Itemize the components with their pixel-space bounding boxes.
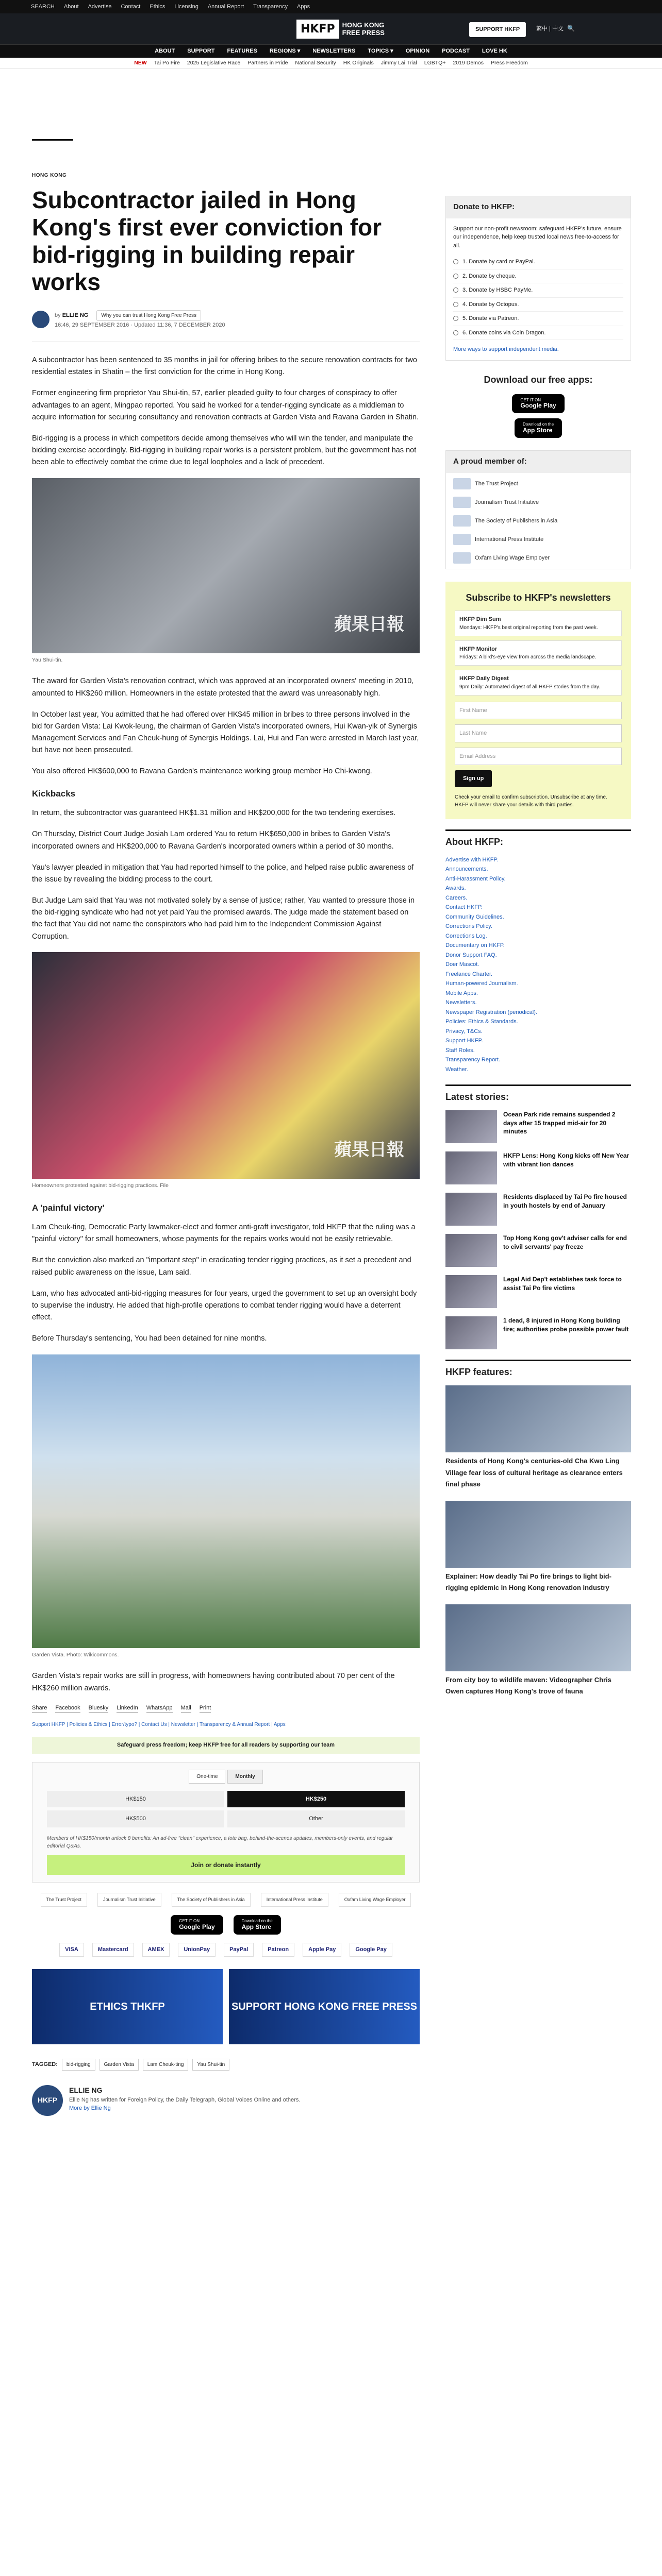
site-logo[interactable] <box>296 20 389 39</box>
radio-icon[interactable] <box>453 330 458 335</box>
ethics-banner[interactable]: ETHICS THKFP <box>32 1969 223 2044</box>
logo-icon <box>453 534 471 545</box>
paragraph: But Judge Lam said that Yau was not motivated solely by a sense of justice; rather, Yau wanted to pressure those in the bid-rigging syndicate who had not yet paid Yau the promised awards. The judge made the statement based on the fact that Yau did not name the conspirators who had paid him to the Independent Commission Against Corruption. <box>32 896 415 941</box>
feature-item[interactable] <box>445 1385 631 1490</box>
author-box <box>32 2085 420 2116</box>
donate-option[interactable] <box>453 269 623 284</box>
donate-option[interactable] <box>453 283 623 298</box>
paragraph: On Thursday, District Court Judge Josiah Lam ordered Yau to return HK$650,000 in bribes to Garden Vista's incorporated owners and HK$200,000 to Ravana Garden's incorporated owners within a period of 30 months. <box>32 830 394 851</box>
nav-item[interactable]: FEATURES <box>227 48 257 55</box>
paragraph: Lam Cheuk-ting, Democratic Party lawmaker-elect and former anti-graft investigator, told HKFP that the ruling was a "painful victory" for small homeowners, whose payments for the repairs works would not be easily retrievable. <box>32 1223 416 1244</box>
donation-note: Members of HK$150/month unlock 8 benefits: An ad-free "clean" experience, a tote bag, behind-the-scenes updates, members-only events, and regular editorial Q&As. <box>47 1835 393 1849</box>
logo-icon <box>453 552 471 564</box>
share-link[interactable]: WhatsApp <box>146 1704 173 1713</box>
ticker-link[interactable]: Jimmy Lai Trial <box>380 59 417 66</box>
author-bio: Ellie Ng has written for Foreign Policy, the Daily Telegraph, Global Voices Online and others. <box>69 2096 301 2103</box>
photo-watermark: 蘋果日報 <box>334 1139 404 1160</box>
by-label: by <box>55 312 61 318</box>
member-box <box>445 450 631 569</box>
tag-link[interactable]: Garden Vista <box>100 2059 139 2071</box>
member-name: Oxfam Living Wage Employer <box>475 554 550 561</box>
paragraph: Lam, who has advocated anti-bid-rigging measures for four years, urged the government to set up an oversight body to supervise the industry. He added that high-profile operations to combat tender rigging would have a deterrent effect. <box>32 1289 417 1322</box>
sidebar <box>445 103 631 1708</box>
about-link[interactable]: Announcements. <box>445 866 488 873</box>
protest-photo <box>32 952 420 1179</box>
support-banner[interactable]: SUPPORT HONG KONG FREE PRESS <box>229 1969 420 2044</box>
newsletter-note: Check your email to confirm subscription. Unsubscribe at any time. HKFP will never share your details with third parties. <box>455 794 607 808</box>
subheading: Kickbacks <box>32 788 76 799</box>
photo-caption: Yau Shui-tin. <box>32 656 63 663</box>
google-play-button[interactable]: GET IT ON Google Play <box>171 1915 223 1935</box>
app-store-button[interactable]: Download on the App Store <box>515 418 562 438</box>
donation-banner[interactable]: Safeguard press freedom; keep HKFP free for all readers by supporting our team <box>32 1737 420 1754</box>
paragraph: In return, the subcontractor was guaranteed HK$1.31 million and HK$200,000 for the two tendering exercises. <box>32 809 396 818</box>
nav-item[interactable]: SUPPORT <box>187 48 215 55</box>
signup-button[interactable]: Sign up <box>455 770 492 787</box>
payment-logo: AMEX <box>142 1943 170 1957</box>
util-link[interactable]: About <box>63 3 79 10</box>
amount-option[interactable]: Other <box>227 1810 405 1827</box>
more-ways-link[interactable]: More ways to support independent media. <box>453 346 559 352</box>
nav-item[interactable]: TOPICS ▾ <box>368 48 393 55</box>
brand-bar <box>0 13 662 44</box>
about-link[interactable]: Documentary on HKFP. <box>445 942 505 949</box>
payment-logo: VISA <box>59 1943 84 1957</box>
amount-option[interactable]: HK$150 <box>47 1791 224 1808</box>
util-link[interactable]: Ethics <box>150 3 166 10</box>
newsletter-box <box>445 582 631 819</box>
paragraph: Bid-rigging is a process in which competitors decide among themselves who will win the tender, and manipulate the bidding exercise accordingly. Bid-rigging in building repair works is a persistent problem, but the government has not been able to effectively combat the crime due to legal loopholes and a lack of precedent. <box>32 434 417 467</box>
join-button[interactable]: Join or donate instantly <box>47 1855 405 1875</box>
payment-logo: Apple Pay <box>303 1943 341 1957</box>
photo-caption: Homeowners protested against bid-rigging practices. File <box>32 1182 169 1189</box>
option-label: 2. Donate by cheque. <box>462 273 517 279</box>
member-name: The Society of Publishers in Asia <box>475 517 558 524</box>
feature-item[interactable] <box>445 1501 631 1594</box>
util-link[interactable]: Annual Report <box>207 3 244 10</box>
footer-links[interactable]: Support HKFP | Policies & Ethics | Error/typo? | Contact Us | Newsletter | Transparency & Annual Report | Apps <box>32 1722 286 1728</box>
story-item[interactable] <box>445 1110 631 1143</box>
donate-intro: Support our non-profit newsroom: safeguard HKFP's future, ensure our independence, help keep trusted local news free-to-access for all. <box>453 225 622 249</box>
paragraph: In October last year, You admitted that he had offered over HK$45 million in bribes to three persons involved in the bid for Garden Vista: Lai Kwok-leung, the chairman of Garden Vista's incorporated owners, Hui Kwan-yik of Synergis Management Services and Fan Cheuk-hung of Synergis Holdings. Lai, Hui and Fan were arrested in March last year, but have not been prosecuted. <box>32 710 419 755</box>
util-link[interactable]: Contact <box>121 3 141 10</box>
paragraph: But the conviction also marked an "important step" in eradicating tender rigging practices, as it set a precedent and raised public awareness on the issue, Lam said. <box>32 1256 411 1277</box>
story-title[interactable]: Legal Aid Dep't establishes task force to assist Tai Po fire victims <box>503 1276 622 1292</box>
newsletter-name: HKFP Daily Digest <box>459 675 509 682</box>
member-logo[interactable] <box>453 478 623 489</box>
member-logo[interactable] <box>453 515 623 527</box>
about-link[interactable]: Awards. <box>445 885 466 892</box>
util-link[interactable]: Licensing <box>174 3 198 10</box>
trust-button[interactable]: Why you can trust Hong Kong Free Press <box>96 310 201 321</box>
ticker-link[interactable]: National Security <box>295 59 336 66</box>
tab-monthly[interactable]: Monthly <box>227 1770 262 1784</box>
donate-box <box>445 196 631 361</box>
paragraph: The award for Garden Vista's renovation contract, which was approved at an incorporated owners' meeting in 2010, amounted to HK$260 million. Homeowners in the estate protested that the award was unreasonably high. <box>32 677 414 698</box>
donate-option[interactable] <box>453 326 623 341</box>
about-link[interactable]: Mobile Apps. <box>445 990 478 996</box>
share-label: Share <box>32 1704 47 1713</box>
ticker-link[interactable]: HK Originals <box>343 59 374 66</box>
feature-title[interactable]: Explainer: How deadly Tai Po fire brings to light bid-rigging epidemic in Hong Kong renovation industry <box>445 1572 611 1592</box>
option-label: 5. Donate via Patreon. <box>462 315 519 321</box>
nav-item[interactable]: PODCAST <box>442 48 470 55</box>
logo-icon <box>453 497 471 508</box>
amount-option[interactable]: HK$500 <box>47 1810 224 1827</box>
radio-icon[interactable] <box>453 259 458 264</box>
tab-one-time[interactable]: One-time <box>189 1770 225 1784</box>
about-link[interactable]: Anti-Harassment Policy. <box>445 875 506 882</box>
feature-title[interactable]: From city boy to wildlife maven: Videographer Chris Owen captures Hong Kong's trove of fauna <box>445 1675 611 1696</box>
nav-item[interactable]: LOVE HK <box>482 48 507 55</box>
section-label[interactable]: HONG KONG <box>32 139 73 179</box>
payment-logo: Patreon <box>262 1943 294 1957</box>
about-link[interactable]: Human-powered Journalism. <box>445 980 518 987</box>
tagged-label: TAGGED: <box>32 2061 58 2067</box>
member-logo[interactable]: International Press Institute <box>261 1893 328 1907</box>
photo-watermark: 蘋果日報 <box>334 614 404 635</box>
story-title[interactable]: Residents displaced by Tai Po fire housed in youth hostels by end of January <box>503 1193 627 1209</box>
story-thumbnail <box>445 1316 497 1349</box>
newsletter-option[interactable] <box>455 670 622 696</box>
newsletter-name: HKFP Monitor <box>459 646 498 652</box>
logo-box: HKFP <box>296 20 339 39</box>
language-switch[interactable]: 繁中 | 中文 <box>536 26 564 32</box>
author-link[interactable]: ELLIE NG <box>62 312 89 318</box>
option-label: 3. Donate by HSBC PayMe. <box>462 287 533 293</box>
donate-option[interactable] <box>453 298 623 312</box>
app-buttons <box>32 1915 420 1935</box>
about-link[interactable]: Corrections Log. <box>445 933 487 939</box>
more-by-link[interactable]: More by Ellie Ng <box>69 2105 111 2112</box>
main-nav <box>0 44 662 58</box>
apps-heading: Download our free apps: <box>484 374 593 385</box>
newsletter-desc: Fridays: A bird's-eye view from across the media landscape. <box>459 654 597 660</box>
utility-bar <box>0 0 662 13</box>
option-label: 6. Donate coins via Coin Dragon. <box>462 329 546 336</box>
paragraph: Yau's lawyer pleaded in mitigation that Yau had reported himself to the police, and helped raise public awareness of the issue by revealing the bidding process to the court. <box>32 863 414 884</box>
share-link[interactable]: Bluesky <box>89 1704 109 1713</box>
radio-icon[interactable] <box>453 287 458 293</box>
share-link[interactable]: Facebook <box>55 1704 80 1713</box>
member-heading: A proud member of: <box>446 451 631 473</box>
radio-icon[interactable] <box>453 302 458 307</box>
about-link[interactable]: Advertise with HKFP. <box>445 856 499 863</box>
member-logo[interactable]: Journalism Trust Initiative <box>97 1893 161 1907</box>
google-play-button[interactable]: GET IT ON Google Play <box>512 394 564 414</box>
donate-option[interactable] <box>453 255 623 269</box>
story-title[interactable]: Ocean Park ride remains suspended 2 days after 15 trapped mid-air for 20 minutes <box>503 1111 616 1135</box>
about-link[interactable]: Donor Support FAQ. <box>445 952 497 958</box>
story-title[interactable]: Top Hong Kong gov't adviser calls for end to civil servants' pay freeze <box>503 1234 627 1250</box>
feature-thumbnail <box>445 1604 631 1671</box>
feature-thumbnail <box>445 1501 631 1568</box>
nav-item[interactable]: ABOUT <box>155 48 175 55</box>
nav-item[interactable]: OPINION <box>405 48 430 55</box>
about-link[interactable]: Support HKFP. <box>445 1038 483 1044</box>
amount-option[interactable]: HK$250 <box>227 1791 405 1808</box>
member-name: International Press Institute <box>475 536 544 543</box>
ticker-link[interactable]: Tai Po Fire <box>154 59 180 66</box>
story-thumbnail <box>445 1151 497 1184</box>
donate-option[interactable] <box>453 312 623 326</box>
payment-logo: Mastercard <box>92 1943 134 1957</box>
about-link[interactable]: Newspaper Registration (periodical). <box>445 1009 537 1015</box>
share-link[interactable]: Mail <box>181 1704 191 1713</box>
features-heading: HKFP features: <box>445 1360 631 1379</box>
tag-link[interactable]: Lam Cheuk-ting <box>143 2059 189 2071</box>
support-button[interactable]: SUPPORT HKFP <box>469 22 526 37</box>
about-link[interactable]: Weather. <box>445 1066 468 1073</box>
share-bar <box>32 1704 420 1713</box>
util-link[interactable]: Apps <box>297 3 310 10</box>
story-item[interactable] <box>445 1234 631 1267</box>
newsletter-option[interactable] <box>455 611 622 636</box>
ticker-link[interactable]: LGBTQ+ <box>424 59 446 66</box>
member-name: The Trust Project <box>475 480 518 487</box>
member-logo[interactable] <box>453 497 623 508</box>
last-name-input[interactable]: Last Name <box>455 724 622 742</box>
newsletter-desc: 9pm Daily: Automated digest of all HKFP stories from the day. <box>459 684 601 690</box>
logo-icon <box>453 515 471 527</box>
ticker-link[interactable]: Partners in Pride <box>247 59 288 66</box>
newsletter-heading: Subscribe to HKFP's newsletters <box>466 592 611 603</box>
feature-title[interactable]: Residents of Hong Kong's centuries-old Cha Kwo Ling Village fear loss of cultural heritage as clearance enters final phase <box>445 1457 623 1488</box>
subheading: A 'painful victory' <box>32 1202 105 1213</box>
about-link[interactable]: Staff Roles. <box>445 1047 475 1054</box>
tag-list <box>32 2059 420 2071</box>
story-item[interactable] <box>445 1316 631 1349</box>
member-logo[interactable]: The Trust Project <box>41 1893 88 1907</box>
radio-icon[interactable] <box>453 316 458 321</box>
about-link[interactable]: Transparency Report. <box>445 1057 500 1063</box>
first-name-input[interactable]: First Name <box>455 702 622 720</box>
util-link[interactable]: Advertise <box>88 3 112 10</box>
ticker-link[interactable]: 2025 Legislative Race <box>187 59 241 66</box>
story-item[interactable] <box>445 1275 631 1308</box>
byline <box>32 310 420 330</box>
author-avatar: HKFP <box>32 2085 63 2116</box>
about-link[interactable]: Community Guidelines. <box>445 913 504 920</box>
article <box>32 103 420 2116</box>
donate-heading: Donate to HKFP: <box>446 196 631 218</box>
feature-item[interactable] <box>445 1604 631 1698</box>
about-link[interactable]: Careers. <box>445 894 468 901</box>
paragraph: Former engineering firm proprietor Yau Shui-tin, 57, earlier pleaded guilty to four charges of conspiracy to offer advantages to an agent, Mingpao reported. You said he worked for a tender-rigging syndicate as a middleman to acquire information for securing consultancy and renovation contracts at Garden Vista and Ravana Garden in Shatin. <box>32 389 419 421</box>
sidebar-app-buttons <box>445 394 631 438</box>
member-logo[interactable] <box>453 534 623 545</box>
newsletter-desc: Mondays: HKFP's best original reporting from the past week. <box>459 624 598 631</box>
article-photo <box>32 478 420 653</box>
member-logo[interactable]: The Society of Publishers in Asia <box>172 1893 251 1907</box>
story-item[interactable] <box>445 1193 631 1226</box>
donation-widget <box>32 1762 420 1883</box>
tag-link[interactable]: bid-rigging <box>62 2059 95 2071</box>
member-logos <box>32 1893 420 1907</box>
member-logo[interactable]: Oxfam Living Wage Employer <box>339 1893 411 1907</box>
nav-item[interactable]: NEWSLETTERS <box>312 48 356 55</box>
logo-text: HONG KONG FREE PRESS <box>342 21 385 37</box>
payment-logo: Google Pay <box>350 1943 392 1957</box>
about-link[interactable]: Corrections Policy. <box>445 923 492 930</box>
newsletter-name: HKFP Dim Sum <box>459 616 501 623</box>
author-name[interactable]: ELLIE NG <box>69 2086 103 2094</box>
story-title[interactable]: HKFP Lens: Hong Kong kicks off New Year with vibrant lion dances <box>503 1152 630 1168</box>
new-badge: NEW <box>134 59 147 66</box>
story-thumbnail <box>445 1193 497 1226</box>
logo-icon <box>453 478 471 489</box>
payment-logo: UnionPay <box>178 1943 216 1957</box>
story-thumbnail <box>445 1275 497 1308</box>
avatar <box>32 311 49 328</box>
story-item[interactable] <box>445 1151 631 1184</box>
search-icon[interactable]: 🔍 <box>567 25 575 32</box>
about-link[interactable]: Doer Mascot. <box>445 961 479 968</box>
story-title[interactable]: 1 dead, 8 injured in Hong Kong building fire; authorities probe possible power fault <box>503 1317 629 1333</box>
nav-item[interactable]: REGIONS ▾ <box>269 48 301 55</box>
topic-ticker <box>0 58 662 69</box>
article-date: 16:46, 29 SEPTEMBER 2016 · Updated 11:36, 7 DECEMBER 2020 <box>55 321 225 328</box>
latest-heading: Latest stories: <box>445 1084 631 1104</box>
newsletter-option[interactable] <box>455 640 622 666</box>
tag-link[interactable]: Yau Shui-tin <box>192 2059 229 2071</box>
about-link[interactable]: Policies: Ethics & Standards. <box>445 1019 518 1025</box>
radio-icon[interactable] <box>453 274 458 279</box>
feature-thumbnail <box>445 1385 631 1452</box>
paragraph: Garden Vista's repair works are still in progress, with homeowners having contributed about 70 per cent of the HK$260 million awards. <box>32 1672 395 1692</box>
member-logo[interactable] <box>453 552 623 564</box>
ticker-link[interactable]: 2019 Demos <box>453 59 484 66</box>
util-link[interactable]: Transparency <box>253 3 288 10</box>
share-link[interactable]: LinkedIn <box>117 1704 138 1713</box>
story-thumbnail <box>445 1110 497 1143</box>
ticker-link[interactable]: Press Freedom <box>491 59 528 66</box>
paragraph: A subcontractor has been sentenced to 35 months in jail for offering bribes to the secure renovation contracts for two residential estates in Shatin – the first conviction for the crime in Hong Kong. <box>32 356 417 377</box>
app-store-button[interactable]: Download on the App Store <box>234 1915 281 1935</box>
payment-methods <box>32 1943 420 1957</box>
story-thumbnail <box>445 1234 497 1267</box>
about-link[interactable]: Privacy, T&Cs. <box>445 1028 483 1035</box>
paragraph: You also offered HK$600,000 to Ravana Garden's maintenance working group member Ho Chi-kwong. <box>32 767 372 776</box>
headline: Subcontractor jailed in Hong Kong's first ever conviction for bid-rigging in building repair works <box>32 187 382 295</box>
estate-photo <box>32 1354 420 1648</box>
about-link[interactable]: Freelance Charter. <box>445 971 493 977</box>
about-heading: About HKFP: <box>445 829 631 849</box>
payment-logo: PayPal <box>224 1943 254 1957</box>
about-link[interactable]: Contact HKFP. <box>445 904 483 911</box>
option-label: 4. Donate by Octopus. <box>462 301 519 308</box>
photo-caption: Garden Vista. Photo: Wikicommons. <box>32 1651 119 1658</box>
email-input[interactable]: Email Address <box>455 748 622 766</box>
member-name: Journalism Trust Initiative <box>475 499 539 505</box>
promo-banners <box>32 1969 420 2044</box>
about-link[interactable]: Newsletters. <box>445 999 477 1006</box>
option-label: 1. Donate by card or PayPal. <box>462 259 535 265</box>
paragraph: Before Thursday's sentencing, You had been detained for nine months. <box>32 1334 267 1343</box>
search-link[interactable]: SEARCH <box>31 3 55 10</box>
share-link[interactable]: Print <box>200 1704 211 1713</box>
